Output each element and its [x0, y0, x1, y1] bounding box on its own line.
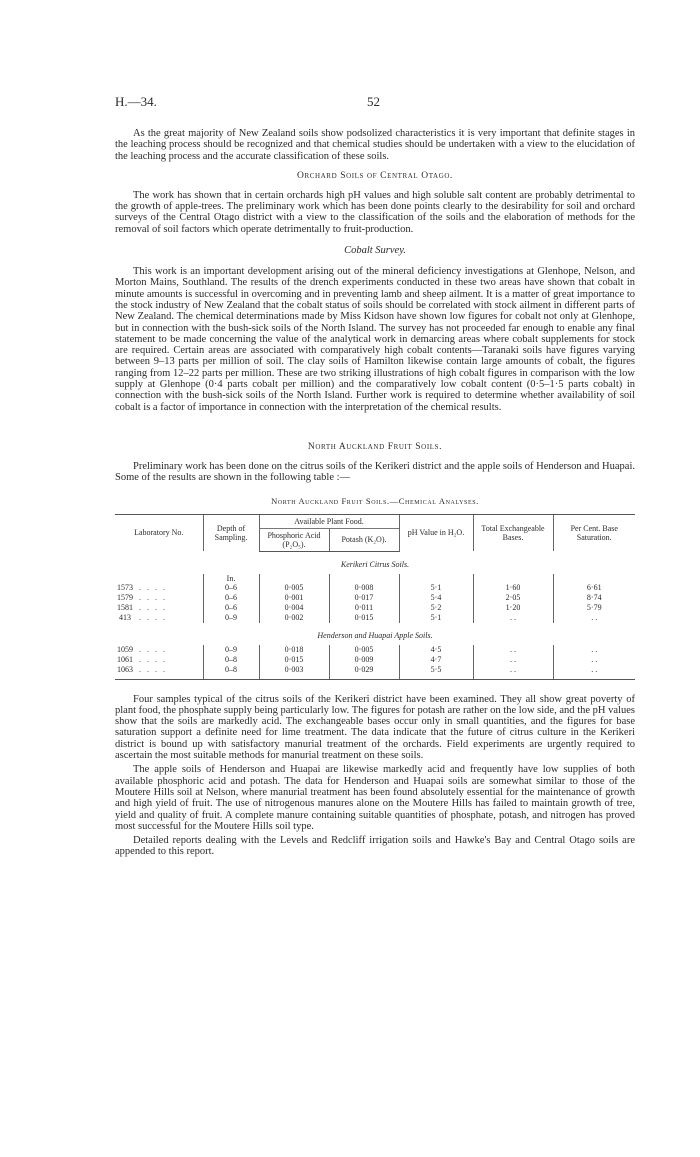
- col-header-ph: pH Value in H₂O.: [399, 514, 473, 551]
- saturation-value: . .: [553, 665, 635, 675]
- lab-number: 413: [119, 613, 131, 623]
- depth-value: 0–8: [203, 655, 259, 665]
- intro-paragraph: As the great majority of New Zealand soils show podsolized characteristics it is very important that definite stages in the leaching process should be recognized and that chemical studies should be undertaken with a view to the elucidation of the leaching process and the accurate classification of these soils.: [115, 128, 635, 162]
- bases-value: . .: [473, 613, 553, 623]
- depth-value: 0–9: [203, 645, 259, 655]
- group-heading-henderson-huapai: Henderson and Huapai Apple Soils.: [317, 631, 433, 641]
- ph-value: 5·1: [399, 583, 473, 593]
- table-title: North Auckland Fruit Soils.—Chemical Analyses.: [271, 495, 479, 506]
- bases-value: 1·60: [473, 583, 553, 593]
- potash-value: 0·009: [329, 655, 399, 665]
- group-heading-kerikeri: Kerikeri Citrus Soils.: [340, 560, 410, 570]
- depth-value: 0–9: [203, 613, 259, 623]
- saturation-value: . .: [553, 655, 635, 665]
- bases-value: . .: [473, 645, 553, 655]
- report-reference: H.—34.: [115, 94, 157, 109]
- depth-value: 0–6: [203, 603, 259, 613]
- ph-value: 4·5: [399, 645, 473, 655]
- potash-value: 0·011: [329, 603, 399, 613]
- bases-value: 2·05: [473, 593, 553, 603]
- potash-value: 0·008: [329, 583, 399, 593]
- table-row: 1059 . . . . 0–9 0·018 0·005 4·5 . . . .: [115, 645, 635, 655]
- bases-value: . .: [473, 655, 553, 665]
- potash-value: 0·005: [329, 645, 399, 655]
- orchard-soils-paragraph: The work has shown that in certain orchards high pH values and high soluble salt content are probably detrimental to the growth of apple-trees. The preliminary work which has been done points clearly to the desirability for soil and orchard surveys of the Central Otago district with a view to the classification of the soils and the elaboration of methods for the removal of soil factors which operate detrimentally to fruit-production.: [115, 189, 635, 235]
- phosphoric-value: 0·001: [259, 593, 329, 603]
- table-row: 1581 . . . . 0–6 0·004 0·011 5·2 1·20 5·79: [115, 603, 635, 613]
- depth-value: 0–6: [203, 583, 259, 593]
- lab-number: 1061: [117, 655, 133, 665]
- potash-value: 0·017: [329, 593, 399, 603]
- lab-number: 1059: [117, 645, 133, 655]
- saturation-value: 8·74: [553, 593, 635, 603]
- cobalt-survey-paragraph: This work is an important development arising out of the mineral deficiency investigations at Glenhope, Nelson, and Morton Mains, Southland. The results of the drench experiments conducted in these two areas have shown that cobalt in minute amounts is successful in overcoming and in preventing lamb and sheep ailment. It is a matter of great importance to the stock industry of New Zealand that the cobalt status of soils should be correlated with stock ailment in different parts of New Zealand. The chemical determinations made by Miss Kidson have shown low figures for cobalt not only at Glenhope, but in connection with the bush-sick soils of the North Island. The survey has not proceeded far enough to enable any final statement to be made concerning the value of the analytical work in demarcing areas where cobalt supplements for stock are required. Certain areas are associated with comparatively high cobalt contents—Taranaki soils have figures varying between 9–13 parts per million of soil. The clay soils of Hamilton likewise contain large amounts of cobalt, the figures ranging from 12–22 parts per million. These are two striking illustrations of high cobalt figures in comparison with the low supply at Glenhope (0·4 parts cobalt per million) and the comparatively low cobalt content (0·5–1·5 parts cobalt) in connection with the bush-sick soils of the North Island. Further work is required to determine whether availability of soil cobalt is a factor of importance in connection with the interpretation of the chemical results.: [115, 266, 635, 413]
- page-header: [115, 94, 635, 112]
- ph-value: 5·2: [399, 603, 473, 613]
- phosphoric-value: 0·002: [259, 613, 329, 623]
- section-heading-fruit-soils: North Auckland Fruit Soils.: [307, 441, 443, 452]
- col-header-laboratory-no: Laboratory No.: [115, 514, 203, 551]
- phosphoric-value: 0·015: [259, 655, 329, 665]
- saturation-value: . .: [553, 613, 635, 623]
- chemical-analyses-table: [115, 514, 635, 680]
- page-number: 52: [367, 94, 380, 109]
- saturation-value: . .: [553, 645, 635, 655]
- table-row: 1061 . . . . 0–8 0·015 0·009 4·7 . . . .: [115, 655, 635, 665]
- table-row: 1573 . . . . 0–6 0·005 0·008 5·1 1·60 6·61: [115, 583, 635, 593]
- depth-value: 0–8: [203, 665, 259, 675]
- section-heading-orchard-soils: Orchard Soils of Central Otago.: [297, 170, 453, 181]
- table-row: 1063 . . . . 0–8 0·003 0·029 5·5 . . . .: [115, 665, 635, 675]
- ph-value: 5·4: [399, 593, 473, 603]
- bases-value: 1·20: [473, 603, 553, 613]
- ph-value: 5·5: [399, 665, 473, 675]
- potash-value: 0·029: [329, 665, 399, 675]
- table-row: 413 . . . . 0–9 0·002 0·015 5·1 . . . .: [115, 613, 635, 623]
- col-header-exchangeable-bases: Total Exchangeable Bases.: [473, 514, 553, 551]
- phosphoric-value: 0·018: [259, 645, 329, 655]
- depth-unit: In.: [203, 574, 259, 583]
- ph-value: 5·1: [399, 613, 473, 623]
- citrus-discussion-paragraph: Four samples typical of the citrus soils of the Kerikeri district have been examined. They all show great poverty of plant food, the phosphate supply being particularly low. The figures for potash are rather on the low side, and the pH values show that the soils are markedly acid. The exchangeable bases occur only in small quantities, and the figures for base saturation support a definite need for lime treatment. The data indicate that the future of citrus culture in the Kerikeri district is bound up with satisfactory manurial treatment of the orchards. Field experiments are urgently required to ascertain the most suitable methods for manurial treatment on these soils.: [115, 693, 635, 762]
- lab-number: 1579: [117, 593, 133, 603]
- saturation-value: 6·61: [553, 583, 635, 593]
- lab-number: 1063: [117, 665, 133, 675]
- ph-value: 4·7: [399, 655, 473, 665]
- saturation-value: 5·79: [553, 603, 635, 613]
- appended-reports-paragraph: Detailed reports dealing with the Levels and Redcliff irrigation soils and Hawke's Bay and Central Otago soils are appended to this report.: [115, 835, 635, 858]
- potash-value: 0·015: [329, 613, 399, 623]
- col-header-phosphoric-acid: Phosphoric Acid (P₂O₅).: [259, 528, 329, 551]
- table-row: 1579 . . . . 0–6 0·001 0·017 5·4 2·05 8·74: [115, 593, 635, 603]
- phosphoric-value: 0·005: [259, 583, 329, 593]
- document-body: [115, 128, 635, 858]
- lab-number: 1573: [117, 583, 133, 593]
- col-header-depth: Depth of Sampling.: [203, 514, 259, 551]
- section-heading-cobalt-survey: Cobalt Survey.: [344, 245, 406, 257]
- col-header-base-saturation: Per Cent. Base Saturation.: [553, 514, 635, 551]
- lab-number: 1581: [117, 603, 133, 613]
- apple-soils-paragraph: The apple soils of Henderson and Huapai are likewise markedly acid and frequently have low supplies of both available phosphoric acid and potash. The data for Henderson and Huapai soils are somewhat similar to those of the Moutere Hills soil at Nelson, where manurial treatment has been found absolutely essential for the maintenance of growth and high yield of fruit. The use of nitrogenous manures alone on the Moutere Hills has failed to maintain growth of tree, yield and quality of fruit. A complete manure containing suitable quantities of phosphate, potash, and nitrogen has proved most successful for the Moutere Hills soil type.: [115, 764, 635, 832]
- fruit-soils-paragraph: Preliminary work has been done on the citrus soils of the Kerikeri district and the apple soils of Henderson and Huapai. Some of the results are shown in the following table :—: [115, 460, 635, 484]
- phosphoric-value: 0·003: [259, 665, 329, 675]
- col-header-available-plant-food: Available Plant Food.: [259, 514, 399, 528]
- phosphoric-value: 0·004: [259, 603, 329, 613]
- depth-value: 0–6: [203, 593, 259, 603]
- bases-value: . .: [473, 665, 553, 675]
- col-header-potash: Potash (K₂O).: [329, 528, 399, 551]
